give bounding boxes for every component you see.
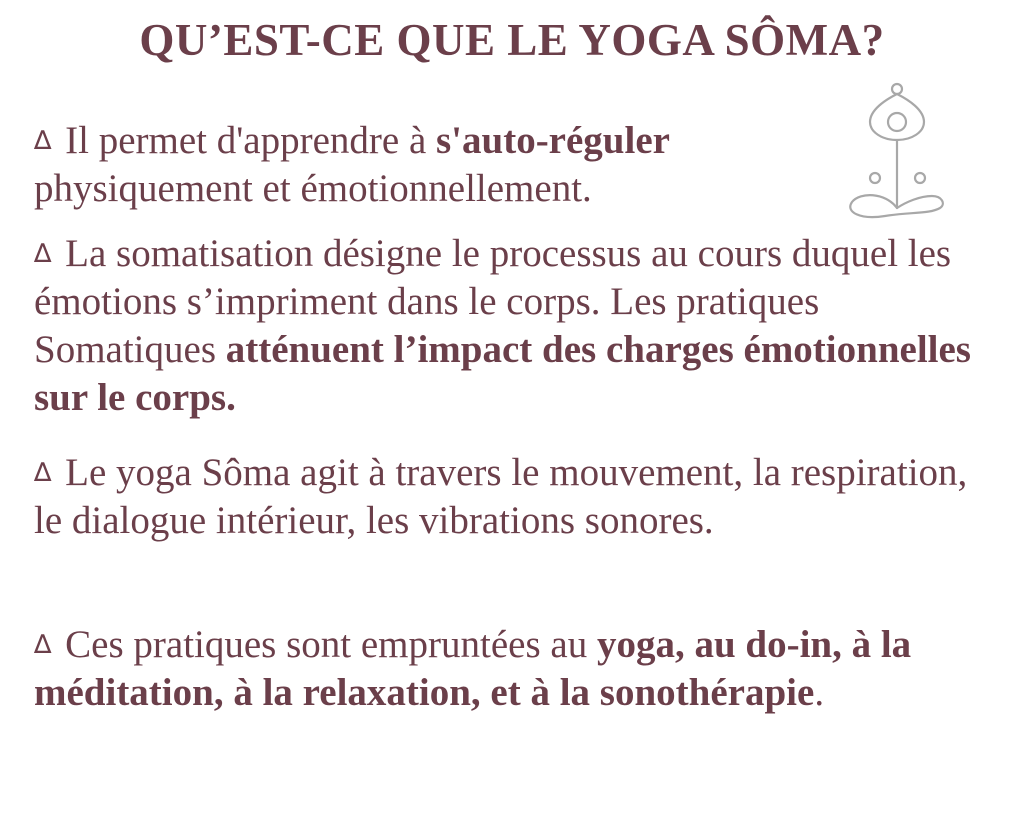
paragraph-1-text: Il permet d'apprendre à — [55, 119, 436, 162]
paragraph-yoga-soma-action — [34, 449, 994, 545]
paragraph-1-text-end: physiquement et émotionnellement. — [34, 167, 592, 210]
paragraph-practices-origin — [34, 621, 994, 717]
paragraph-auto-regulation — [34, 117, 834, 213]
meditating-figure-icon — [840, 80, 950, 230]
bullet-triangle: ∆ — [34, 458, 52, 488]
paragraph-4-text-end: . — [814, 671, 825, 714]
paragraph-somatisation — [34, 230, 994, 422]
bullet-triangle: ∆ — [34, 126, 52, 156]
paragraph-1-bold: s'auto-réguler — [436, 119, 670, 162]
paragraph-3-text: Le yoga Sôma agit à travers le mouvement, la respiration, le dialogue intérieur, les vibrations sonores. — [34, 451, 968, 542]
page-title: QU’EST-CE QUE LE YOGA SÔMA? — [139, 15, 885, 65]
paragraph-2-bold: atténuent l’impact des charges émotionnelles sur le corps. — [34, 328, 971, 419]
bullet-triangle: ∆ — [34, 239, 52, 269]
bullet-triangle: ∆ — [34, 630, 52, 660]
paragraph-4-bold: yoga, au do-in, à la méditation, à la relaxation, et à la sonothérapie — [34, 623, 912, 714]
paragraph-4-text: Ces pratiques sont empruntées au — [55, 623, 597, 666]
paragraph-2-text: La somatisation désigne le processus au cours duquel les émotions s’impriment dans le corps. Les pratiques Somatiques — [34, 232, 952, 371]
